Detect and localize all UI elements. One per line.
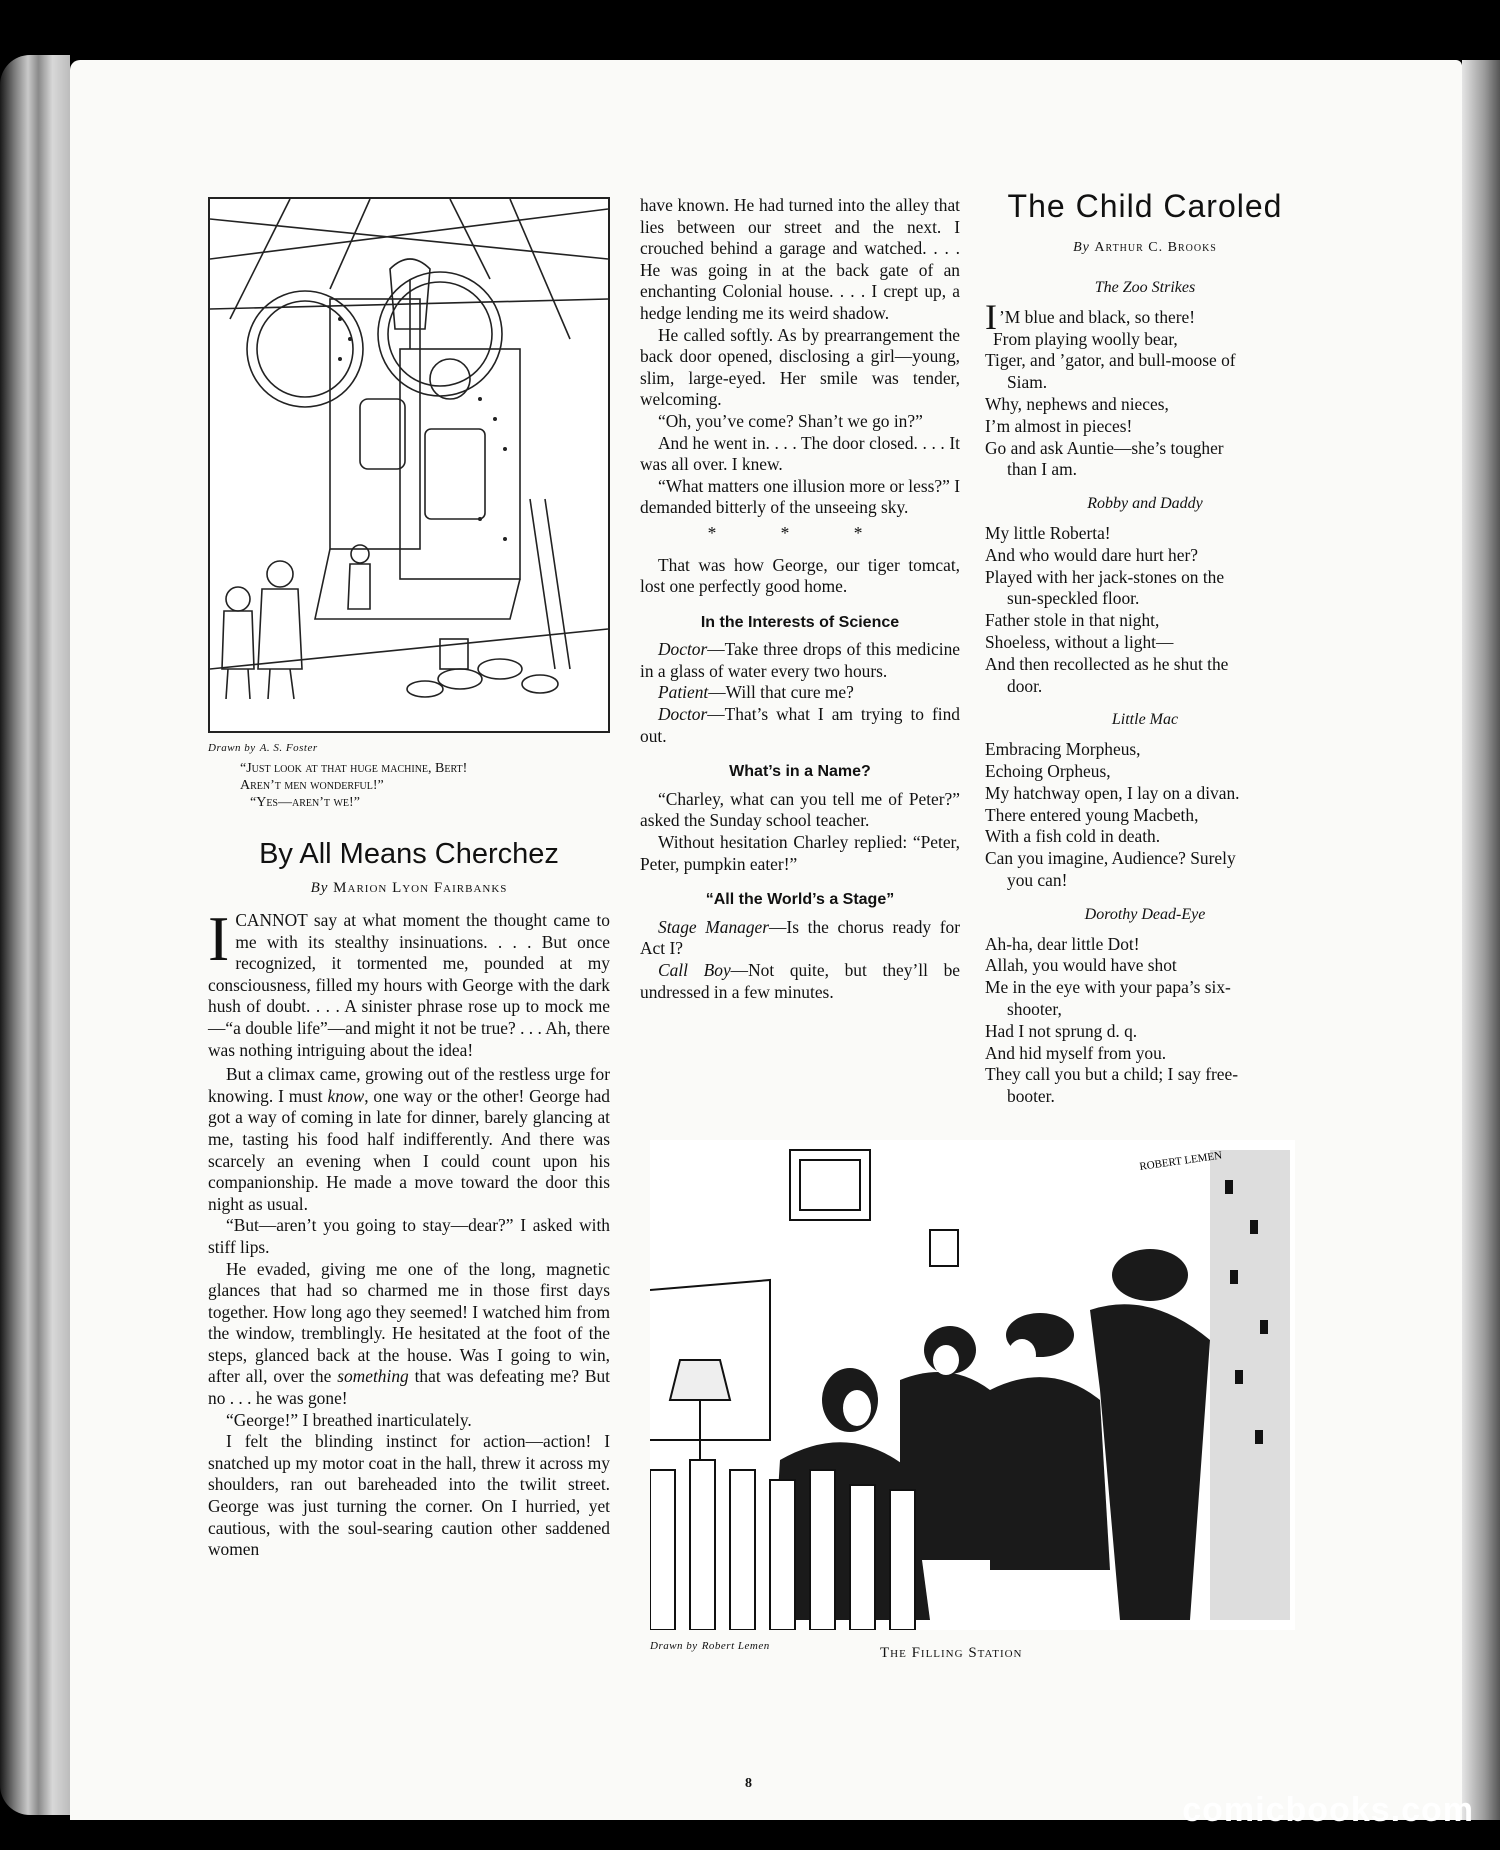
joke-line: Stage Manager—Is the chorus ready for Act I? (640, 916, 960, 959)
poem-line: booter. (1007, 1086, 1055, 1107)
poems-title: The Child Caroled (1007, 188, 1283, 224)
poem-line: Allah, you would have shot (985, 955, 1177, 976)
caption-line: “Yes—aren’t we!” (250, 795, 360, 810)
poem-line: And hid myself from you. (985, 1042, 1167, 1063)
book-binding-right (1462, 60, 1500, 1820)
story-paragraph: That was how George, our tiger tomcat, lost one perfectly good home. (640, 554, 960, 597)
joke-title: What’s in a Name? (729, 763, 871, 781)
poem-line: There entered young Macbeth, (985, 804, 1199, 825)
poem-line: shooter, (1007, 998, 1062, 1019)
drop-cap: I (208, 903, 230, 974)
joke-title: “All the World’s a Stage” (705, 891, 895, 909)
credit-prefix: Drawn by (208, 742, 256, 754)
poem-line: Go and ask Auntie—she’s tougher (985, 437, 1224, 458)
story-paragraph: He evaded, giving me one of the long, magnetic glances that had so charmed me in those first days together. How long ago they seemed! I watched him from the window, tremblingly. He hesitated at the foot of the steps, glanced back at the house. Was I going to win, after all, over the something that was defeating me? But no . . . he was gone! (208, 1258, 610, 1409)
byline-prefix: By (1073, 240, 1090, 255)
poem-title: Dorothy Dead-Eye (1084, 905, 1206, 923)
poem-line: Played with her jack-stones on the (985, 566, 1225, 587)
byline-name: Arthur C. Brooks (1094, 240, 1217, 255)
story-paragraph: But a climax came, growing out of the restless urge for knowing. I must know, one way or the other! George had got a way of coming in late for dinner, barely glancing at me, tasting his food half indifferently. And there was scarcely an evening when I could count upon his companionship. He made a move toward the door this night as usual. (208, 1064, 610, 1214)
poems-byline (985, 240, 1305, 256)
poem-line: Me in the eye with your papa’s six- (985, 977, 1231, 998)
joke-line: Doctor—Take three drops of this medicine in a glass of water every two hours. (640, 639, 960, 681)
poem-line: Can you imagine, Audience? Surely (985, 848, 1236, 869)
poems-column (985, 265, 1305, 1108)
story-column-2 (640, 195, 960, 1003)
poem-title: Little Mac (1111, 711, 1179, 729)
poem-line: They call you but a child; I say free- (985, 1064, 1239, 1085)
joke-line: “Charley, what can you tell me of Peter?” asked the Sunday school teacher. (640, 788, 960, 831)
caption-line: “Just look at that huge machine, Bert! (240, 761, 468, 776)
byline-prefix: By (310, 880, 329, 896)
filling-station-drawing (650, 1140, 1295, 1630)
credit-name: Robert Lemen (701, 1640, 770, 1652)
story-paragraph: He called softly. As by prearrangement the back door opened, disclosing a girl—young, slim, large-eyed. Her smile was tender, welcoming. (640, 324, 960, 410)
story-paragraph: “George!” I breathed inarticulately. (226, 1409, 472, 1430)
page-number: 8 (745, 1776, 752, 1791)
poem-line: I’m almost in pieces! (985, 415, 1133, 436)
story-paragraph: I CANNOT say at what moment the thought came to me with its stealthy insinuations. . . . But once recognized, it tormented me, pounded at my consciousness, filled my hours with George with the dark hush of doubt. . . . A sinister phrase rose up to mock me—“a double life”—and might it not be true? . . . Ah, there was nothing intriguing about the idea! (208, 903, 610, 1060)
story-column-1 (208, 903, 610, 1561)
story-byline (208, 880, 610, 897)
story-paragraph: have known. He had turned into the alley that lies between our street and the next. I crouched behind a garage and watched. . . . He was going in at the back gate of an enchanting Colonial house. . . . I crept up, a hedge lending me its weird shadow. (640, 195, 960, 323)
book-binding-left (0, 55, 70, 1815)
poem-line: you can! (1007, 869, 1068, 890)
story-paragraph: “What matters one illusion more or less?” I demanded bitterly of the unseeing sky. (640, 475, 960, 518)
poem-line: than I am. (1007, 459, 1078, 480)
poem-line: I ’M blue and black, so there! (985, 296, 1196, 337)
machine-illustration-credit (208, 738, 628, 756)
credit-name: A. S. Foster (259, 742, 318, 754)
poem-line: My hatchway open, I lay on a divan. (985, 782, 1240, 803)
drop-cap: I (985, 296, 997, 337)
machine-drawing (210, 199, 608, 731)
filling-station-credit (650, 1636, 770, 1654)
machine-illustration (208, 197, 610, 733)
poem-line: From playing woolly bear, (993, 328, 1178, 349)
poem-line: Had I not sprung d. q. (985, 1020, 1138, 1041)
joke-title: In the Interests of Science (700, 613, 900, 631)
poem-line: With a fish cold in death. (985, 826, 1161, 847)
joke-line: Without hesitation Charley replied: “Peter, Peter, pumpkin eater!” (640, 832, 960, 874)
poem-line: Siam. (1007, 372, 1048, 393)
poem-line: door. (1007, 675, 1043, 696)
filling-station-caption: The Filling Station (880, 1645, 1023, 1661)
poem-title: The Zoo Strikes (1094, 279, 1196, 296)
poem-line: sun-speckled floor. (1007, 588, 1140, 609)
story-paragraph: “But—aren’t you going to stay—dear?” I asked with stiff lips. (208, 1215, 610, 1257)
credit-prefix: Drawn by (650, 1640, 698, 1652)
machine-illustration-caption (240, 760, 620, 811)
filling-station-illustration (650, 1140, 1295, 1630)
watermark: comicbooks.com (1182, 1791, 1474, 1829)
joke-line: Call Boy—Not quite, but they’ll be undressed in a few minutes. (640, 960, 960, 1002)
poem-line: Tiger, and ’gator, and bull-moose of (985, 350, 1236, 371)
poem-line: My little Roberta! (985, 522, 1111, 543)
joke-line: Doctor—That’s what I am trying to find out. (640, 704, 960, 746)
poem-line: Father stole in that night, (985, 610, 1160, 631)
byline-name: Marion Lyon Fairbanks (333, 880, 508, 896)
joke-line: Patient—Will that cure me? (658, 682, 854, 703)
artist-signature: ROBERT LEMEN (1138, 1149, 1223, 1173)
story-paragraph: And he went in. . . . The door closed. . . . It was all over. I knew. (640, 432, 960, 475)
poem-line: Echoing Orpheus, (985, 760, 1111, 781)
caption-line: Aren’t men wonderful!” (240, 778, 384, 793)
poem-line: And who would dare hurt her? (985, 544, 1198, 565)
poem-line: Ah-ha, dear little Dot! (985, 933, 1140, 954)
section-break-stars: * * * (707, 522, 893, 543)
story-title: By All Means Cherchez (259, 838, 559, 870)
poem-line: Why, nephews and nieces, (985, 393, 1169, 414)
poem-line: Shoeless, without a light— (985, 631, 1174, 652)
poem-line: And then recollected as he shut the (985, 653, 1229, 674)
poem-title: Robby and Daddy (1087, 495, 1203, 513)
poem-line: Embracing Morpheus, (985, 739, 1141, 760)
story-paragraph: “Oh, you’ve come? Shan’t we go in?” (658, 410, 923, 431)
story-paragraph: I felt the blinding instinct for action—action! I snatched up my motor coat in the hall, threw it across my shoulders, ran out bareheaded into the twilit street. George was just turning the corner. On I hurried, yet cautious, with the soul-searing caution other saddened women (208, 1431, 610, 1560)
